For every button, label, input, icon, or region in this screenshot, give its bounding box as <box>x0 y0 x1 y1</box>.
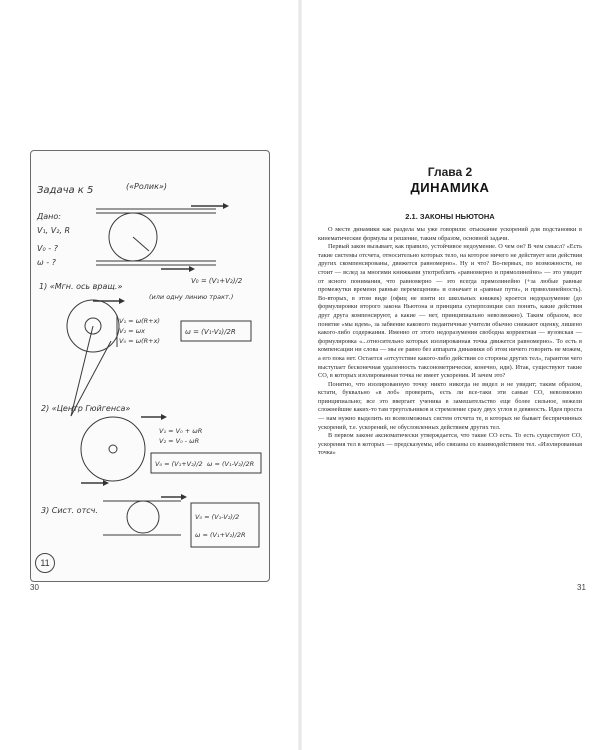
section-heading: 2.1. ЗАКОНЫ НЬЮТОНА <box>405 212 495 221</box>
chapter-title: ДИНАМИКА <box>410 180 490 195</box>
note-case2: 2) «Центр Гюйгенса» <box>41 404 131 413</box>
arrow-head-v2 <box>189 266 195 272</box>
case3-arrow-head <box>181 494 187 500</box>
paragraph-3: Понятно, что изолированную точку никто никогда не видел и не увидит; таким образом, кстати, буквально «в лоб» проверить, есть ли все-таки эти самые СО, невозможно принципиально; все это ввергает ученика в замешательство еще более сильное, нежели сложнейшие каких-то там треугольников и стремление сразу двух углов в девяность. Идея проста — нам нужно выделить из всевозможных систем отсчета те, в которых не бывает беспричинных ускорений, т.е. ускорений, не обусловленных действием других тел. <box>318 380 582 431</box>
case3-result-box <box>191 503 259 547</box>
note-case2-result-v: V₀ = (V₁+V₂)/2 <box>155 460 203 468</box>
right-page <box>300 0 600 750</box>
case1-line-a <box>71 326 93 416</box>
case2-center <box>109 445 117 453</box>
note-case1-eq2: V₂ = ωx <box>119 327 145 335</box>
note-case3: 3) Сист. отсч. <box>41 506 98 515</box>
top-roller-radius <box>133 237 149 251</box>
note-case1: 1) «Мгн. ось вращ.» <box>39 282 123 291</box>
card-number-badge: 11 <box>35 553 55 573</box>
case1-arrow-head <box>119 298 125 304</box>
note-task: Задача к 5 <box>37 185 94 196</box>
note-case1-result-v: V₀ = (V₁+V₂)/2 <box>191 277 243 285</box>
note-case3-result-v: V₀ = (V₁-V₂)/2 <box>195 513 240 521</box>
case3-circle <box>127 501 159 533</box>
right-page-number: 31 <box>577 583 586 592</box>
note-find2: ω - ? <box>37 258 56 267</box>
handwritten-sketch <box>31 151 269 581</box>
note-case1-eq1: V₁ = ω(R+x) <box>119 317 160 325</box>
note-case1-result-w: ω = (V₁-V₂)/2R <box>185 328 236 336</box>
note-case3-result-w: ω = (V₁+V₂)/2R <box>195 531 246 539</box>
body-text <box>318 226 582 721</box>
note-case2-result-w: ω = (V₁-V₂)/2R <box>207 460 255 468</box>
note-given-values: V₁, V₂, R <box>37 226 71 235</box>
note-case2-eq1: V₁ = V₀ + ωR <box>159 427 203 435</box>
note-case2-eq2: V₂ = V₀ - ωR <box>159 437 200 445</box>
chapter-label: Глава 2 <box>427 165 473 179</box>
case2-arrow-head-top <box>161 414 167 420</box>
note-case1-eq3: V₀ = ω(R+x) <box>119 337 160 345</box>
note-find: V₀ - ? <box>37 244 58 253</box>
arrow-head-v1 <box>223 203 229 209</box>
paragraph-2: Первый закон вызывает, как правило, устойчивое недоумение. О чем он? В чем смысл? «Есть такие системы отсчета, относительно которых тело, на которое ничего не действует или действия других скомпенсированы, движется равномерно». Ну и что? Во-первых, по возможности, не стоит — вслед за многими книжками употреблять «равномерно и прямолинейно» — это увидит от ясного понимания, что равномерно — это всегда прямолинейно (+за любые равные промежутки времени равные перемещения» и означает и «равные пути», и прямолинейность). Во-вторых, в этом виде (офиц не изяти из школьных книжек) кроется недоразумение (до формулировки второго закона Ньютона и принципа суперпозиции сил понять, какие действия друг друга компенсируют, а какие — нет, принципиально невозможно). Таким образом, все понятие «мы идем», за забвение какового педантичные учители обычно снижают оценку, лишено какого-либо содержания. Именно от этого недоразумения свободна корректная — вузовская — формулировка «...относительно которых изолированная точка движется равномерно». То есть в компенсации ни слова — мы ее равно без аппарата динамики об этом ничего говорить не можем, а его пока нет. Остается «отсутствие какого-либо действия со стороны других тел», гарантом чего выступает бесконечная удаленность таксонометрически, конечно, иди). Итак, существуют такие СО, в которых изолированная точка не имеет ускорения. И зачем это? <box>318 243 582 380</box>
paragraph-4: В первом законе аксиоматически утверждается, что такие СО есть. То есть существуют СО, ускорения тел в которых — предсказуемы, ибо связаны со взаимодействием тел. «Изолированная точка» <box>318 432 582 457</box>
handwritten-notes-card <box>30 150 270 582</box>
note-case1-note: (или одну линию тракт.) <box>149 293 234 301</box>
case2-circle <box>81 417 145 481</box>
paragraph-1: О месте динамики как раздела мы уже говорили: отыскание ускорений для подстановки в кинематические формулы и решение, таким образом, основной задачи. <box>318 226 582 242</box>
left-page-number: 30 <box>30 583 39 592</box>
note-given: Дано: <box>37 212 61 221</box>
note-task-note: («Ролик») <box>126 182 167 191</box>
